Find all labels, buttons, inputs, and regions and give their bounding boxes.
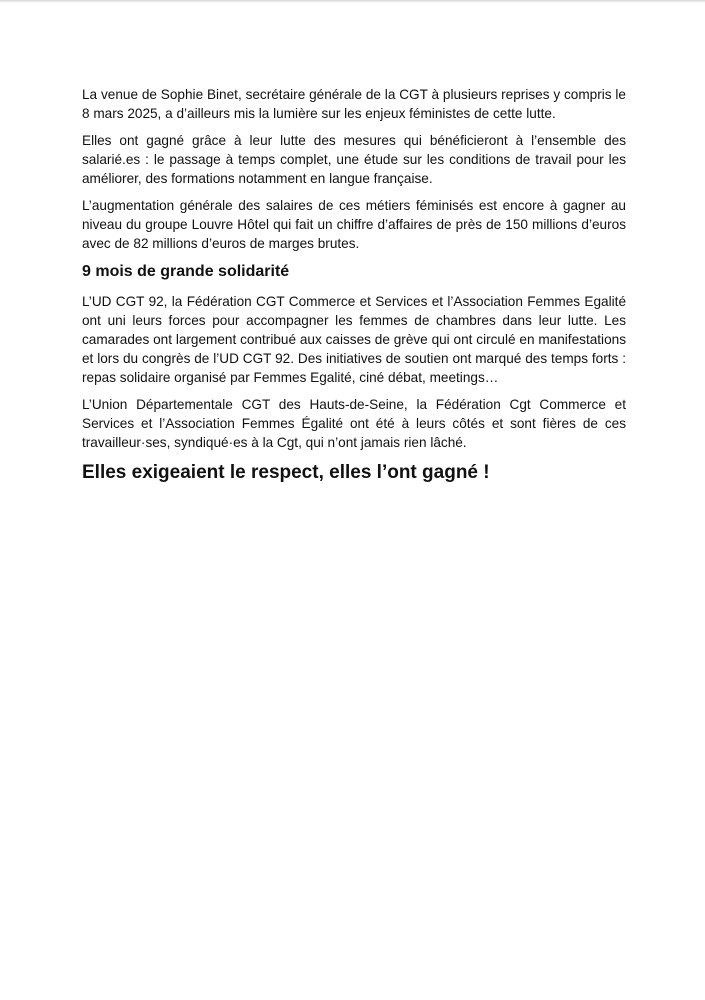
paragraph-measures-won: Elles ont gagné grâce à leur lutte des mesures qui bénéficieront à l’ensemble des salarié.es : le passage à temps complet, une étude sur les conditions de travail pour les améliorer, des formations notamment en langue française. — [82, 133, 626, 186]
paragraph-joint-support: L’UD CGT 92, la Fédération CGT Commerce et Services et l’Association Femmes Egalité ont uni leurs forces pour accompagner les femmes de chambres dans leur lutte. Les camarades ont largement contribué aux caisses de grève qui ont circulé en manifestations et lors du congrès de l’UD CGT 92. Des initiatives de soutien ont marqué des temps forts : repas solidaire organisé par Femmes Egalité, ciné débat, meetings… — [82, 294, 626, 385]
paragraph-union-pride: L’Union Départementale CGT des Hauts-de-Seine, la Fédération Cgt Commerce et Services et l’Association Femmes Égalité ont été à leurs côtés et sont fières de ces travailleur·ses, syndiqué·es à la Cgt, qui n’ont jamais rien lâché. — [82, 397, 626, 450]
paragraph-sophie-binet-visit: La venue de Sophie Binet, secrétaire générale de la CGT à plusieurs reprises y compris le 8 mars 2025, a d’ailleurs mis la lumière sur les enjeux féministes de cette lutte. — [82, 87, 626, 121]
page-top-edge — [0, 0, 705, 3]
paragraph-salary-increase: L’augmentation générale des salaires de ces métiers féminisés est encore à gagner au niveau du groupe Louvre Hôtel qui fait un chiffre d’affaires de près de 150 millions d’euros avec de 82 millions d’euros de marges brutes. — [82, 198, 626, 251]
document-page — [82, 85, 626, 486]
closing-statement: Elles exigeaient le respect, elles l’ont gagné ! — [82, 462, 490, 483]
section-heading-solidarity: 9 mois de grande solidarité — [82, 263, 290, 280]
